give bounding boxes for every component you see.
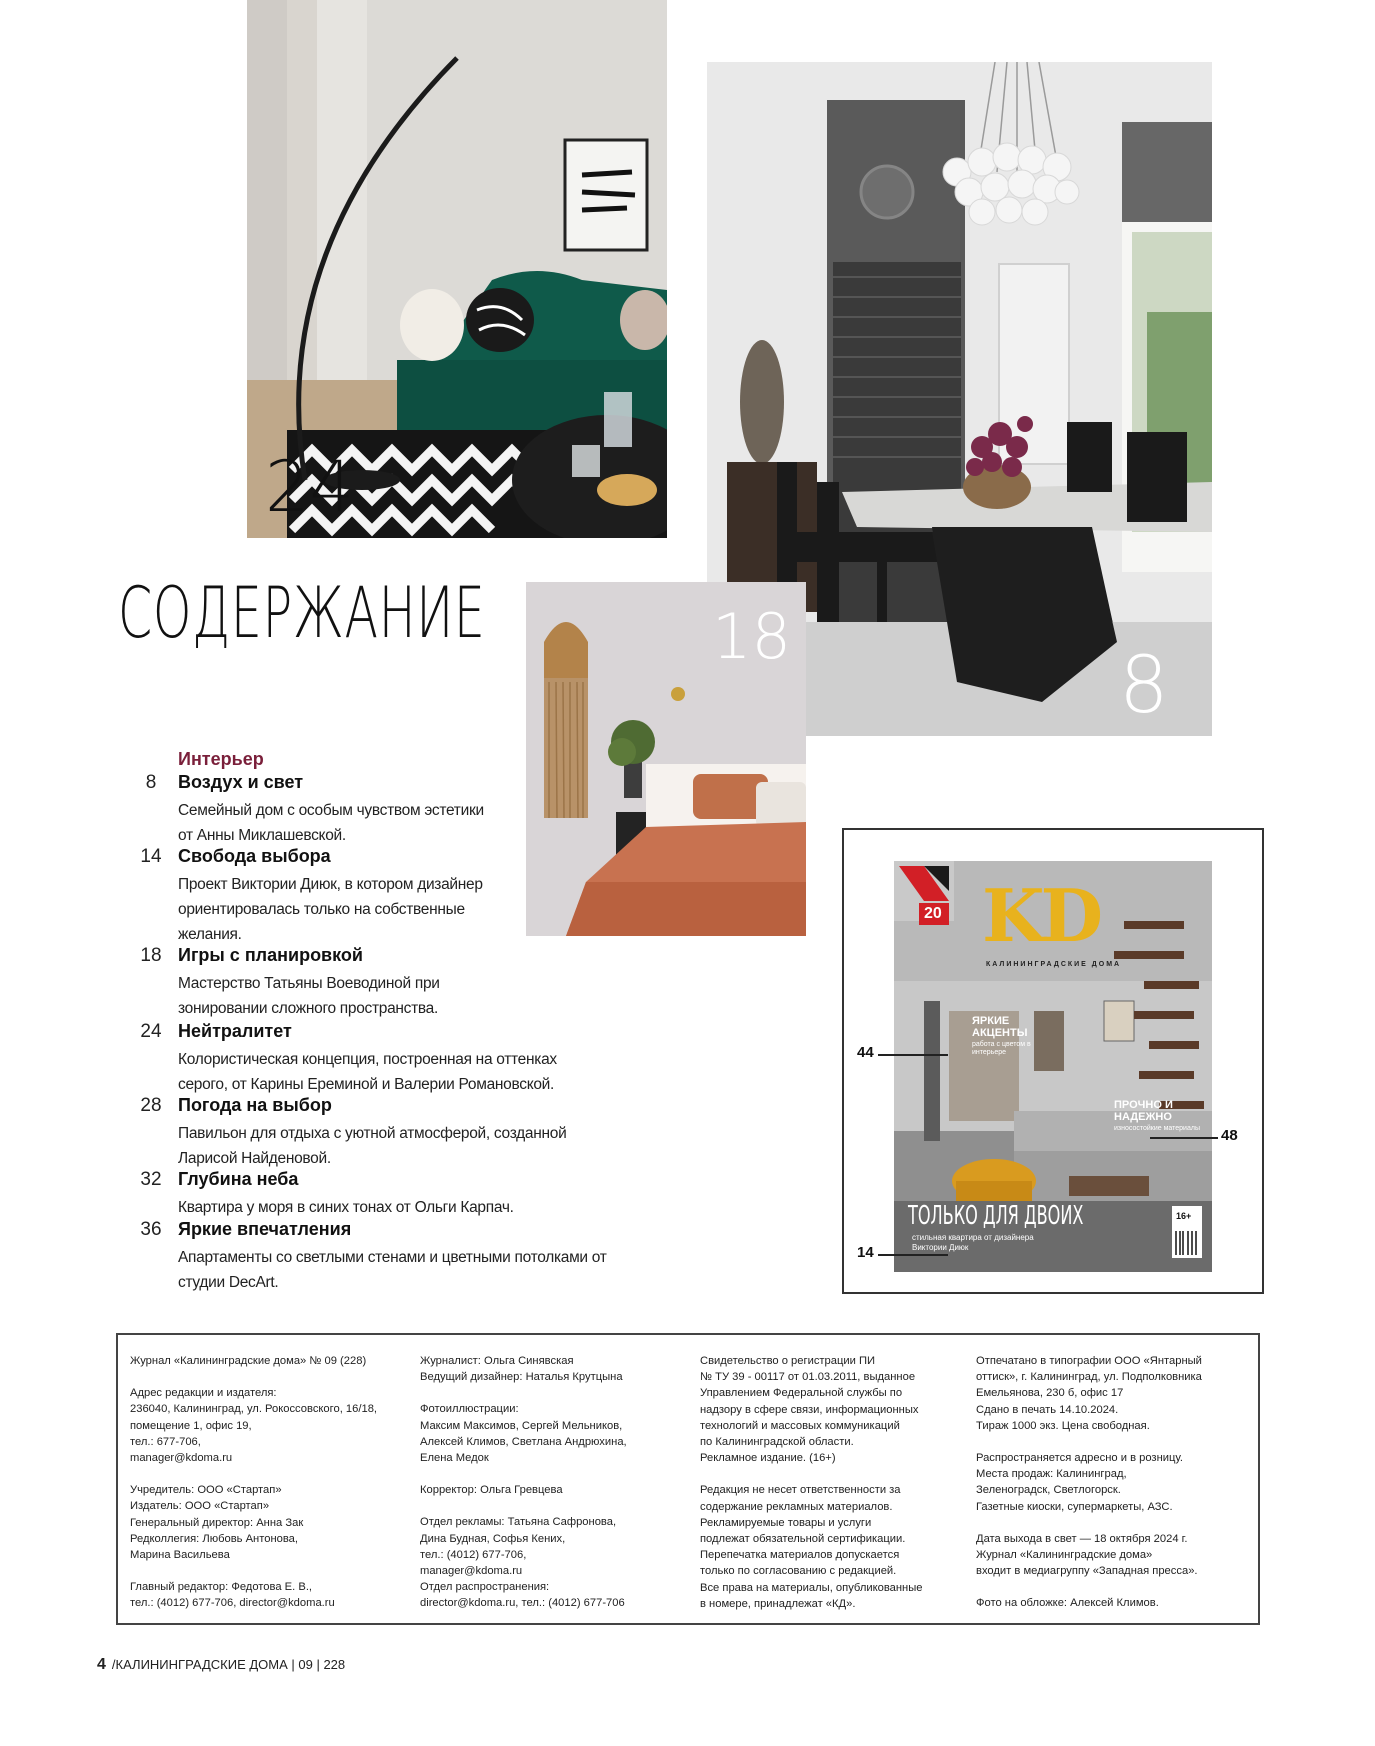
toc-title: Яркие впечатления <box>178 1219 352 1239</box>
toc-page-number: 14 <box>140 846 162 867</box>
footer-page-number: 4 <box>97 1656 106 1673</box>
cover-callout-line-48 <box>1150 1137 1218 1139</box>
toc-page-number: 8 <box>145 772 157 793</box>
imprint-line: только по согласованию с редакцией. <box>700 1565 897 1578</box>
imprint-line: Издатель: ООО «Стартап» <box>130 1500 270 1513</box>
imprint-line: director@kdoma.ru, тел.: (4012) 677-706 <box>420 1597 625 1610</box>
imprint-line: Корректор: Ольга Гревцева <box>420 1484 563 1497</box>
toc-entry[interactable] <box>136 772 656 842</box>
toc-description: Квартира у моря в синих тонах от Ольги Карпач. <box>178 1199 514 1216</box>
toc-description: Мастерство Татьяны Воеводиной при зонировании сложного пространства. <box>178 975 440 1017</box>
toc-entry[interactable] <box>136 1095 656 1165</box>
imprint-column-3 <box>700 1353 968 1628</box>
imprint-line: в номере, принадлежат «КД». <box>700 1597 856 1610</box>
imprint-line: Редколлегия: Любовь Антонова, <box>130 1532 299 1545</box>
imprint-paragraph <box>976 1450 1258 1515</box>
imprint-line: Журнал «Калининградские дома» <box>976 1549 1153 1562</box>
footer-magazine-issue: /КАЛИНИНГРАДСКИЕ ДОМА | 09 | 228 <box>111 1657 346 1672</box>
imprint-line: Ведущий дизайнер: Наталья Крутцына <box>420 1371 623 1384</box>
imprint-line: Учредитель: ООО «Стартап» <box>130 1484 282 1497</box>
toc-description: Колористическая концепция, построенная на оттенках серого, от Карины Ереминой и Валерии Романовской. <box>178 1051 557 1093</box>
imprint-column-2 <box>420 1353 690 1628</box>
living-room-photo <box>247 0 667 538</box>
bedroom-photo-page-number: 18 <box>712 600 791 673</box>
toc-title: Свобода выбора <box>178 846 331 866</box>
cover-callout-48: 48 <box>1221 1127 1238 1144</box>
imprint-line: Елена Медок <box>420 1452 489 1465</box>
imprint-line: 236040, Калининград, ул. Рокоссовского, 16/18, <box>130 1403 378 1416</box>
imprint-line: Свидетельство о регистрации ПИ <box>700 1355 876 1367</box>
toc-page-number: 24 <box>140 1021 162 1042</box>
cover-logo-subtitle: КАЛИНИНГРАДСКИЕ ДОМА <box>986 961 1122 968</box>
imprint-line: содержание рекламных материалов. <box>700 1500 893 1513</box>
imprint-line: Дата выхода в свет — 18 октября 2024 г. <box>976 1532 1188 1545</box>
imprint-line: Отпечатано в типографии ООО «Янтарный <box>976 1355 1202 1367</box>
toc-description: Проект Виктории Диюк, в котором дизайнер ориентировалась только на собственные желания. <box>178 876 483 943</box>
dining-photo-page-number: 8 <box>1119 641 1169 731</box>
imprint-paragraph <box>420 1482 690 1498</box>
imprint-paragraph <box>420 1401 690 1466</box>
toc-entry[interactable] <box>136 1021 656 1091</box>
magazine-cover[interactable] <box>894 861 1212 1272</box>
imprint-line: тел.: (4012) 677-706, director@kdoma.ru <box>130 1597 335 1610</box>
imprint-line: Дина Будная, Софья Кених, <box>420 1532 566 1545</box>
cover-headline-1-sub: работа с цветом в интерьере <box>972 1041 1031 1056</box>
imprint-line: Все права на материалы, опубликованные <box>700 1581 923 1594</box>
cover-callout-line-44 <box>878 1054 948 1056</box>
imprint-line: технологий и массовых коммуникаций <box>700 1419 900 1432</box>
imprint-line: Емельянова, 230 б, офис 17 <box>976 1387 1124 1400</box>
imprint-column-1 <box>130 1353 410 1628</box>
imprint-line: тел.: 677-706, <box>130 1435 201 1448</box>
imprint-line: Газетные киоски, супермаркеты, АЗС. <box>976 1500 1173 1513</box>
imprint-line: Фотоиллюстрации: <box>420 1403 519 1416</box>
cover-callout-44: 44 <box>857 1044 874 1061</box>
imprint-paragraph <box>130 1579 410 1611</box>
imprint-line: Места продаж: Калининград, <box>976 1468 1127 1481</box>
imprint-line: manager@kdoma.ru <box>420 1565 523 1578</box>
imprint-line: Рекламируемые товары и услуги <box>700 1516 872 1529</box>
cover-headline-2-sub: износостойкие материалы <box>1114 1125 1200 1132</box>
imprint-box <box>116 1333 1260 1625</box>
imprint-line: по Калининградской области. <box>700 1436 854 1449</box>
cover-headline-1: ЯРКИЕ АКЦЕНТЫ <box>972 1015 1028 1039</box>
imprint-paragraph <box>130 1353 410 1369</box>
imprint-line: Отдел распространения: <box>420 1581 550 1594</box>
toc-entry[interactable] <box>136 846 656 941</box>
imprint-line: Главный редактор: Федотова Е. В., <box>130 1581 313 1594</box>
imprint-paragraph <box>130 1385 410 1466</box>
cover-age-rating: 16+ <box>1176 1211 1192 1221</box>
imprint-line: Максим Максимов, Сергей Мельников, <box>420 1419 623 1432</box>
imprint-line: manager@kdoma.ru <box>130 1452 233 1465</box>
imprint-line: Распространяется адресно и в розницу. <box>976 1452 1183 1465</box>
page-footer <box>97 1656 345 1674</box>
imprint-line: помещение 1, офис 19, <box>130 1419 252 1432</box>
imprint-line: Марина Васильева <box>130 1549 230 1562</box>
toc-title: Игры с планировкой <box>178 945 363 965</box>
imprint-line: Рекламное издание. (16+) <box>700 1452 836 1465</box>
imprint-line: Тираж 1000 экз. Цена свободная. <box>976 1419 1150 1432</box>
imprint-line: Алексей Климов, Светлана Андрюхина, <box>420 1435 627 1448</box>
imprint-column-4 <box>976 1353 1258 1628</box>
imprint-line: Редакция не несет ответственности за <box>700 1484 901 1497</box>
imprint-line: Отдел рекламы: Татьяна Сафронова, <box>420 1516 617 1529</box>
cover-main-subtitle: стильная квартира от дизайнера Виктории Диюк <box>912 1233 1034 1252</box>
cover-main-title: ТОЛЬКО ДЛЯ ДВОИХ <box>908 1201 1084 1231</box>
imprint-paragraph <box>130 1482 410 1563</box>
toc-page-number: 32 <box>140 1169 162 1190</box>
imprint-paragraph <box>976 1531 1258 1580</box>
toc-title: Воздух и свет <box>178 772 304 792</box>
cover-headline-2: ПРОЧНО И НАДЕЖНО <box>1114 1099 1173 1123</box>
cover-logo: KD <box>982 873 1100 958</box>
cover-callout-14: 14 <box>857 1244 874 1261</box>
imprint-line: Генеральный директор: Анна Зак <box>130 1516 304 1529</box>
toc-description: Семейный дом с особым чувством эстетики от Анны Миклашевской. <box>178 802 484 844</box>
imprint-line: тел.: (4012) 677-706, <box>420 1548 527 1561</box>
toc-entry[interactable] <box>136 1219 656 1289</box>
toc-page-number: 36 <box>140 1219 162 1240</box>
toc-entry[interactable] <box>136 1169 656 1215</box>
imprint-line: Журналист: Ольга Синявская <box>420 1355 574 1367</box>
toc-page-number: 18 <box>140 945 162 966</box>
toc-entry[interactable] <box>136 945 656 1015</box>
page-title: СОДЕРЖАНИЕ <box>118 572 486 654</box>
imprint-paragraph <box>976 1353 1258 1434</box>
imprint-paragraph <box>700 1353 968 1466</box>
imprint-paragraph <box>976 1595 1258 1611</box>
imprint-paragraph <box>700 1482 968 1612</box>
toc-description: Апартаменты со светлыми стенами и цветными потолками от студии DecArt. <box>178 1249 607 1291</box>
imprint-line: надзору в сфере связи, информационных <box>700 1403 919 1416</box>
toc-page-number: 28 <box>140 1095 162 1116</box>
imprint-paragraph <box>420 1514 690 1611</box>
imprint-line: оттиск», г. Калининград, ул. Подполковника <box>976 1371 1202 1384</box>
imprint-line: Адрес редакции и издателя: <box>130 1387 277 1400</box>
imprint-line: Фото на обложке: Алексей Климов. <box>976 1597 1159 1610</box>
imprint-line: Зеленоградск, Светлогорск. <box>976 1484 1121 1497</box>
toc-section-label: Интерьер <box>178 749 264 769</box>
imprint-paragraph <box>420 1353 690 1385</box>
living-photo-page-number: 24 <box>265 446 355 528</box>
toc-title: Нейтралитет <box>178 1021 292 1041</box>
toc-description: Павильон для отдыха с уютной атмосферой, созданной Ларисой Найденовой. <box>178 1125 567 1167</box>
cover-callout-line-14 <box>878 1254 948 1256</box>
cover-anniversary-badge: 20 <box>924 905 942 922</box>
imprint-line: Сдано в печать 14.10.2024. <box>976 1403 1119 1416</box>
imprint-line: входит в медиагруппу «Западная пресса». <box>976 1565 1198 1578</box>
toc-title: Погода на выбор <box>178 1095 332 1115</box>
imprint-line: Управлением Федеральной службы по <box>700 1387 903 1400</box>
imprint-line: № ТУ 39 - 00117 от 01.03.2011, выданное <box>700 1371 916 1384</box>
toc-title: Глубина неба <box>178 1169 299 1189</box>
imprint-line: Перепечатка материалов допускается <box>700 1549 900 1562</box>
imprint-line: Журнал «Калининградские дома» № 09 (228) <box>130 1355 367 1367</box>
imprint-line: подлежат обязательной сертификации. <box>700 1533 906 1546</box>
